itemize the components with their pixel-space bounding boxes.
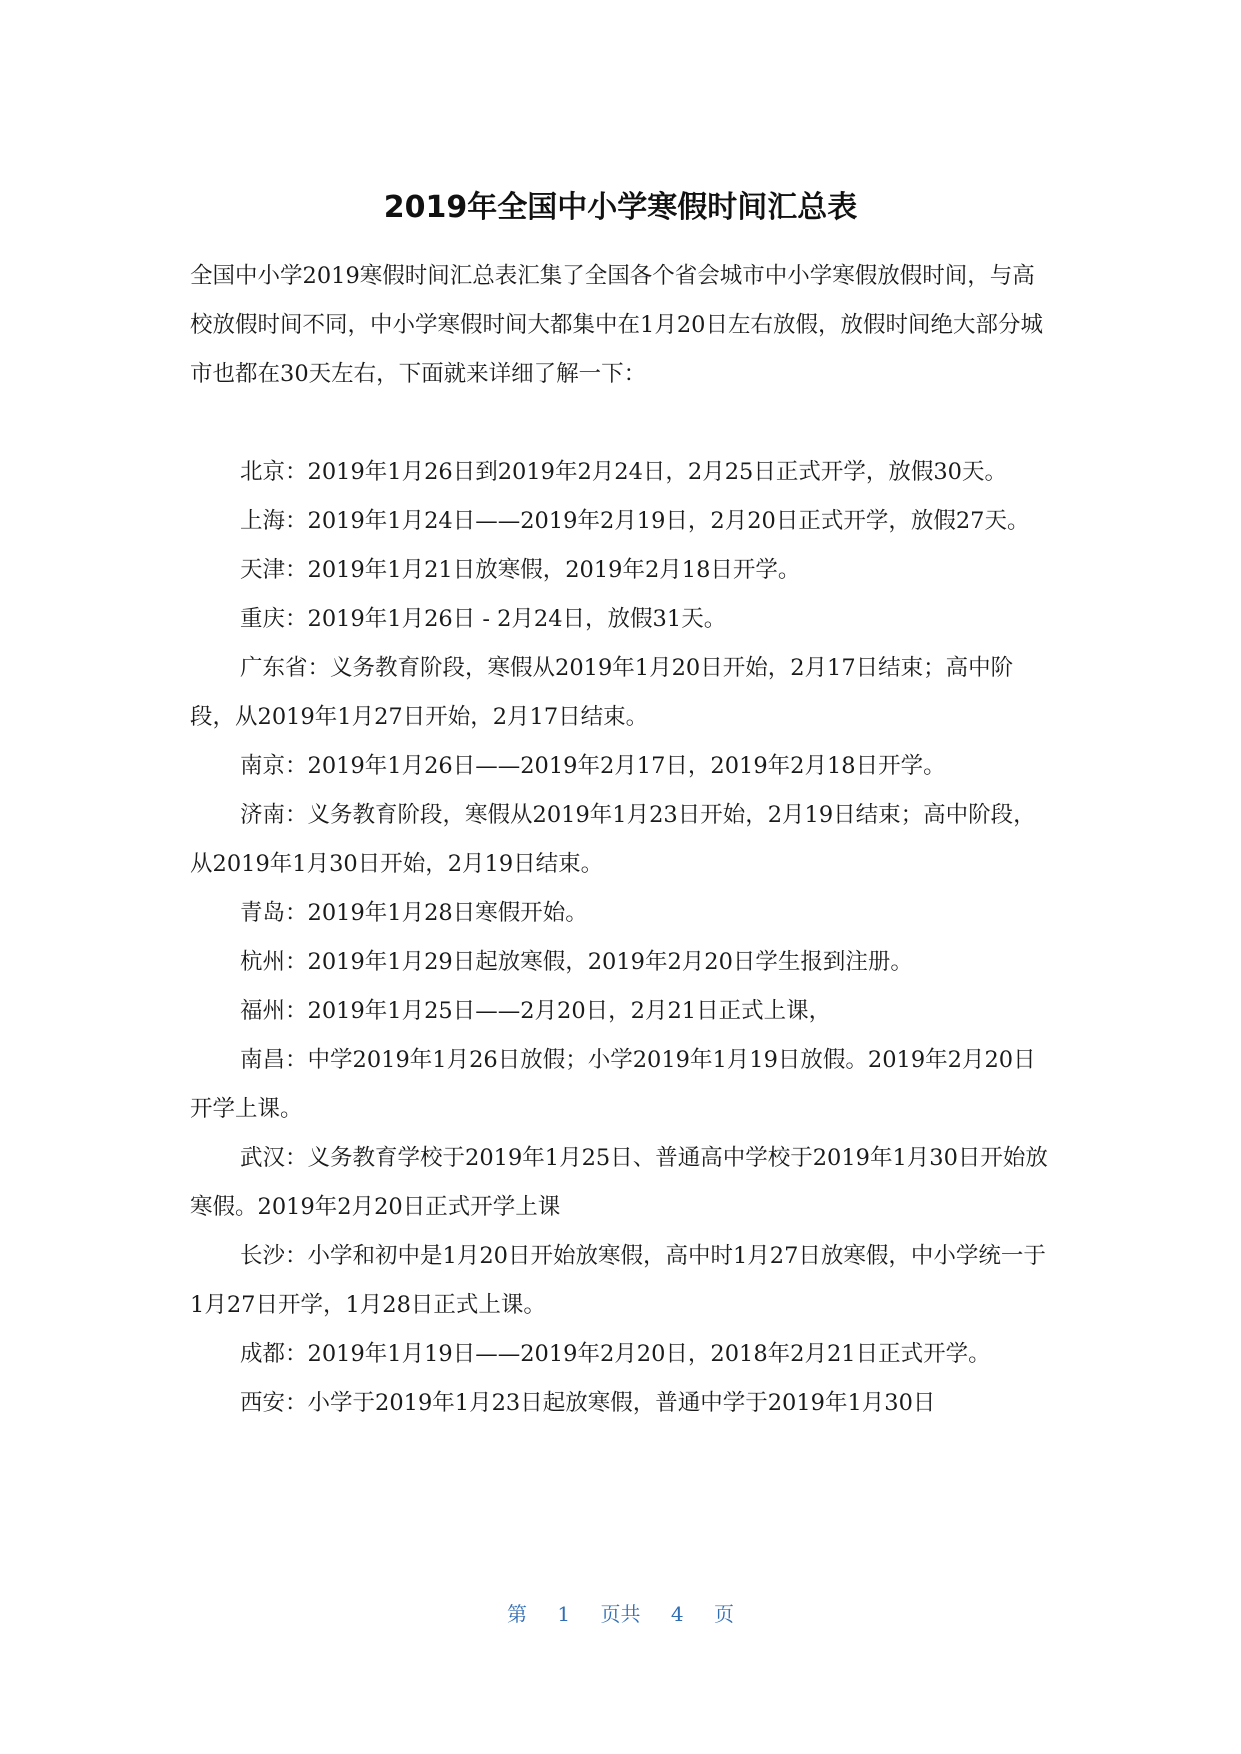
page-label-prefix: 第 bbox=[507, 1602, 528, 1626]
entry-paragraph: 成都：2019年1月19日——2019年2月20日，2018年2月21日正式开学。 bbox=[240, 1341, 991, 1367]
page-footer bbox=[0, 1600, 1241, 1628]
page-label-suffix: 页 bbox=[713, 1602, 734, 1626]
entry-paragraph: 武汉：义务教育学校于2019年1月25日、普通高中学校于2019年1月30日开始放寒假。2019年2月20日正式开学上课 bbox=[190, 1145, 1048, 1220]
entry-paragraph: 西安：小学于2019年1月23日起放寒假，普通中学于2019年1月30日 bbox=[240, 1390, 936, 1416]
entry-paragraph: 南昌：中学2019年1月26日放假；小学2019年1月19日放假。2019年2月20日开学上课。 bbox=[190, 1047, 1036, 1122]
entry-paragraph: 济南：义务教育阶段，寒假从2019年1月23日开始，2月19日结束；高中阶段，从2019年1月30日开始，2月19日结束。 bbox=[190, 802, 1036, 877]
entry-paragraph: 北京：2019年1月26日到2019年2月24日，2月25日正式开学，放假30天。 bbox=[240, 459, 1007, 485]
entry-paragraph: 广东省：义务教育阶段，寒假从2019年1月20日开始，2月17日结束；高中阶段，从2019年1月27日开始，2月17日结束。 bbox=[190, 655, 1014, 730]
entry-paragraph: 重庆：2019年1月26日 - 2月24日，放假31天。 bbox=[240, 606, 727, 632]
entry-paragraph: 天津：2019年1月21日放寒假，2019年2月18日开学。 bbox=[240, 557, 801, 583]
page-label-middle: 页共 bbox=[600, 1602, 641, 1626]
entry-paragraph: 南京：2019年1月26日——2019年2月17日，2019年2月18日开学。 bbox=[240, 753, 946, 779]
intro-paragraph: 全国中小学2019寒假时间汇总表汇集了全国各个省会城市中小学寒假放假时间，与高校放假时间不同，中小学寒假时间大都集中在1月20日左右放假，放假时间绝大部分城市也都在30天左右，下面就来详细了解一下： bbox=[190, 263, 1043, 387]
current-page-number: 1 bbox=[557, 1602, 571, 1626]
document-body bbox=[190, 252, 1050, 1428]
entry-paragraph: 青岛：2019年1月28日寒假开始。 bbox=[240, 900, 588, 926]
document-title: 2019年全国中小学寒假时间汇总表 bbox=[383, 190, 858, 225]
total-pages-number: 4 bbox=[670, 1602, 684, 1626]
entry-paragraph: 杭州：2019年1月29日起放寒假，2019年2月20日学生报到注册。 bbox=[240, 949, 913, 975]
entry-paragraph: 长沙：小学和初中是1月20日开始放寒假，高中时1月27日放寒假，中小学统一于1月27日开学，1月28日正式上课。 bbox=[190, 1243, 1046, 1318]
entry-paragraph: 福州：2019年1月25日——2月20日，2月21日正式上课， bbox=[240, 998, 832, 1024]
paragraph-spacer bbox=[190, 399, 1050, 448]
entry-paragraph: 上海：2019年1月24日——2019年2月19日，2月20日正式开学，放假27天。 bbox=[240, 508, 1030, 534]
